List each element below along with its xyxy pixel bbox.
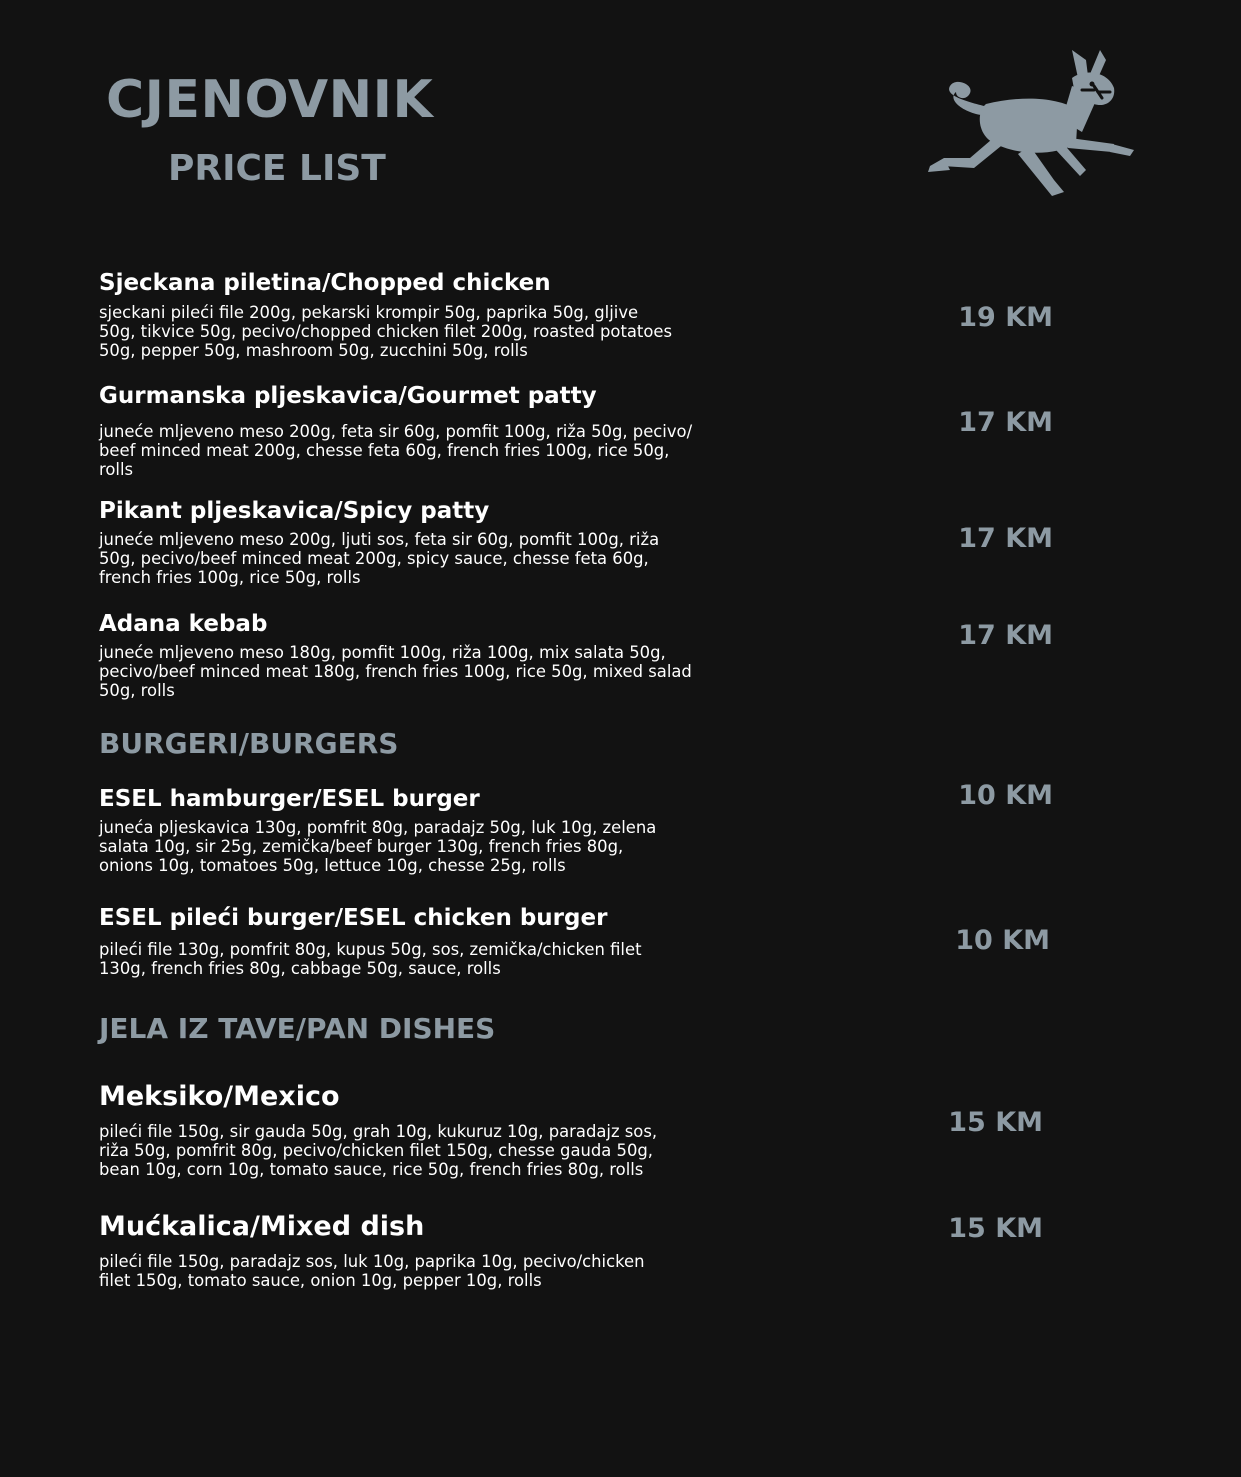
item-name: Adana kebab	[99, 611, 268, 637]
item-description: pileći file 130g, pomfrit 80g, kupus 50g, sos, zemička/chicken filet 130g, french fries 80g, cabbage 50g, sauce, rolls	[99, 940, 642, 978]
menu-item	[99, 268, 789, 360]
item-description: juneće mljeveno meso 200g, ljuti sos, feta sir 60g, pomfit 100g, riža 50g, pecivo/beef minced meat 200g, spicy sauce, chesse feta 60g, french fries 100g, rice 50g, rolls	[99, 530, 660, 587]
item-name: Pikant pljeskavica/Spicy patty	[99, 498, 490, 524]
page-subtitle: PRICE LIST	[168, 148, 386, 189]
item-price: 17 KM	[958, 620, 1053, 651]
item-description: juneće mljeveno meso 180g, pomfit 100g, riža 100g, mix salata 50g, pecivo/beef minced meat 180g, french fries 100g, rice 50g, mixed salad 50g, rolls	[99, 643, 692, 700]
item-description: pileći file 150g, paradajz sos, luk 10g, paprika 10g, pecivo/chicken filet 150g, tomato sauce, onion 10g, pepper 10g, rolls	[99, 1252, 645, 1290]
item-name: Mućkalica/Mixed dish	[99, 1211, 425, 1242]
menu-item	[99, 903, 789, 978]
section-heading-pan-dishes: JELA IZ TAVE/PAN DISHES	[99, 1012, 496, 1045]
menu-item	[99, 609, 789, 700]
item-price: 10 KM	[958, 780, 1053, 811]
item-price: 15 KM	[948, 1107, 1043, 1138]
item-description: juneća pljeskavica 130g, pomfrit 80g, paradajz 50g, luk 10g, zelena salata 10g, sir 25g, zemička/beef burger 130g, french fries 80g, onions 10g, tomatoes 50g, lettuce 10g, chesse 25g, rolls	[99, 818, 657, 875]
item-name: Sjeckana piletina/Chopped chicken	[99, 270, 551, 296]
running-donkey-icon	[922, 46, 1136, 198]
item-description: juneće mljeveno meso 200g, feta sir 60g, pomfit 100g, riža 50g, pecivo/ beef minced meat 200g, chesse feta 60g, french fries 100g, rice 50g, rolls	[99, 422, 693, 479]
item-description: sjeckani pileći file 200g, pekarski krompir 50g, paprika 50g, gljive 50g, tikvice 50g, pecivo/chopped chicken filet 200g, roasted potatoes 50g, pepper 50g, mashroom 50g, zucchini 50g, rolls	[99, 303, 672, 360]
menu-item	[99, 1080, 789, 1179]
page-title: CJENOVNIK	[106, 70, 434, 130]
item-price: 17 KM	[958, 407, 1053, 438]
item-name: ESEL hamburger/ESEL burger	[99, 786, 480, 812]
item-price: 10 KM	[955, 925, 1050, 956]
menu-item	[99, 381, 789, 479]
item-price: 17 KM	[958, 523, 1053, 554]
item-name: Meksiko/Mexico	[99, 1081, 340, 1112]
menu-item	[99, 496, 789, 587]
item-price: 15 KM	[948, 1213, 1043, 1244]
menu-item	[99, 1210, 789, 1290]
item-name: Gurmanska pljeskavica/Gourmet patty	[99, 383, 597, 409]
section-heading-burgers: BURGERI/BURGERS	[99, 727, 399, 760]
item-description: pileći file 150g, sir gauda 50g, grah 10g, kukuruz 10g, paradajz sos, riža 50g, pomfrit 80g, pecivo/chicken filet 150g, chesse gauda 50g, bean 10g, corn 10g, tomato sauce, rice 50g, french fries 80g, rolls	[99, 1122, 658, 1179]
menu-item	[99, 784, 789, 875]
item-price: 19 KM	[958, 302, 1053, 333]
item-name: ESEL pileći burger/ESEL chicken burger	[99, 905, 608, 931]
